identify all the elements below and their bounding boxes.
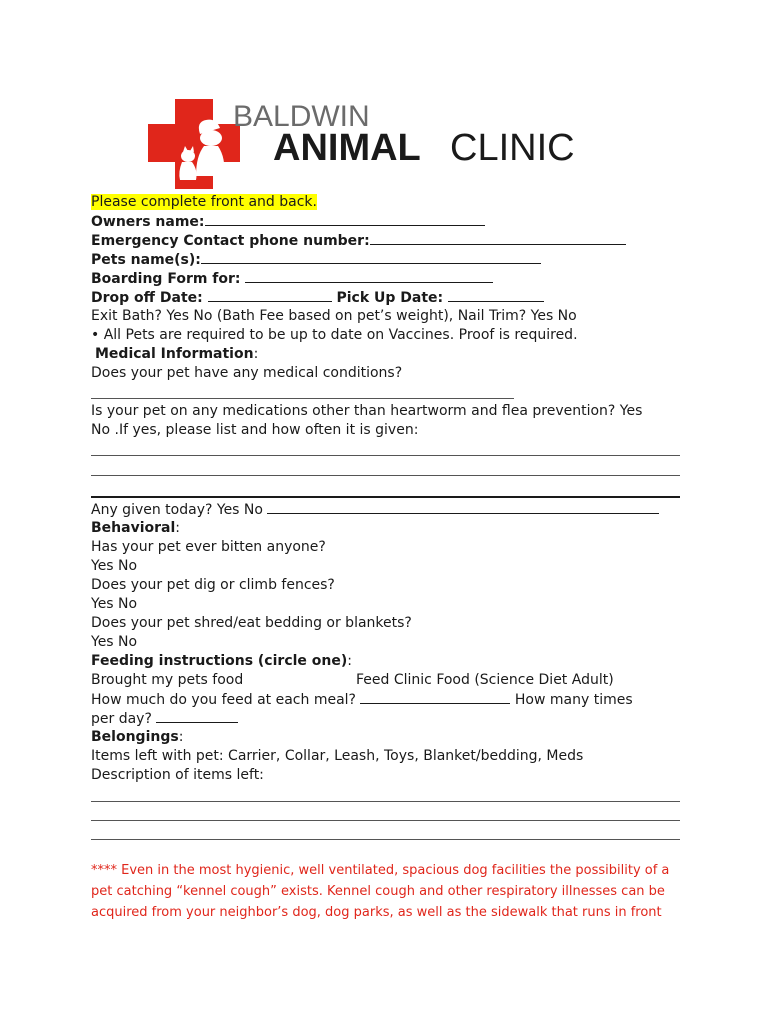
drop-off-date-field[interactable] (208, 288, 332, 302)
per-day-field[interactable] (156, 709, 238, 723)
belongings-heading (91, 728, 183, 747)
emergency-contact-field[interactable] (370, 231, 626, 245)
given-today-label: Any given today? Yes No (91, 502, 263, 518)
medications-answer-line-1[interactable] (91, 455, 680, 456)
belongings-heading-colon: : (178, 729, 184, 745)
pick-up-date-field[interactable] (448, 288, 544, 302)
vaccines-line: • All Pets are required to be up to date on Vaccines. Proof is required. (91, 327, 578, 343)
boarding-form-label: Boarding Form for: (91, 271, 241, 287)
owners-name-field[interactable] (205, 212, 485, 226)
owners-name-label: Owners name: (91, 214, 205, 230)
description-line-1[interactable] (91, 801, 680, 802)
pets-names-row (91, 250, 541, 270)
medical-heading (95, 345, 258, 364)
drop-off-date-label: Drop off Date: (91, 290, 203, 306)
behavioral-heading (91, 519, 180, 538)
per-day-label: per day? (91, 711, 152, 727)
medical-conditions-question: Does your pet have any medical conditions? (91, 365, 403, 381)
feeding-heading-text: Feeding instructions (circle one) (91, 653, 348, 669)
dates-row (91, 288, 544, 308)
clinic-logo (140, 94, 630, 194)
behavioral-heading-text: Behavioral (91, 520, 176, 536)
dig-yes-no[interactable]: Yes No (91, 596, 138, 612)
belongings-heading-text: Belongings (91, 729, 179, 745)
pets-names-label: Pets name(s): (91, 252, 201, 268)
feeding-heading (91, 652, 352, 671)
owners-name-row (91, 212, 485, 232)
description-label: Description of items left: (91, 767, 264, 783)
emergency-contact-label: Emergency Contact phone number: (91, 233, 370, 249)
given-today-row (91, 500, 659, 520)
medications-answer-line-3[interactable] (91, 496, 680, 498)
exit-bath-line: Exit Bath? Yes No (Bath Fee based on pet’s weight), Nail Trim? Yes No (91, 308, 577, 324)
kennel-cough-warning (91, 860, 691, 923)
bitten-yes-no[interactable]: Yes No (91, 558, 138, 574)
warning-line-2: pet catching “kennel cough” exists. Kennel cough and other respiratory illnesses can be (91, 884, 665, 899)
how-much-label: How much do you feed at each meal? (91, 692, 356, 708)
warning-line-1: **** Even in the most hygienic, well ventilated, spacious dog facilities the possibility of a (91, 863, 670, 878)
logo-clinic: CLINIC (450, 127, 575, 169)
behavioral-heading-colon: : (175, 520, 180, 536)
warning-line-3: acquired from your neighbor’s dog, dog parks, as well as the sidewalk that runs in front (91, 905, 662, 920)
description-line-3[interactable] (91, 839, 680, 840)
how-much-row (91, 690, 633, 710)
medical-heading-text: Medical Information (95, 346, 254, 362)
feeding-heading-colon: : (347, 653, 352, 669)
notice-line (91, 193, 317, 212)
medications-question-1: Is your pet on any medications other than heartworm and flea prevention? Yes (91, 403, 643, 419)
brought-food-option[interactable]: Brought my pets food (91, 672, 244, 688)
shred-yes-no[interactable]: Yes No (91, 634, 138, 650)
pick-up-date-label: Pick Up Date: (336, 290, 444, 306)
description-line-2[interactable] (91, 820, 680, 821)
how-many-label: How many times (514, 692, 633, 708)
clinic-food-option[interactable]: Feed Clinic Food (Science Diet Adult) (356, 672, 614, 688)
front-back-notice: Please complete front and back. (91, 194, 317, 210)
dig-question: Does your pet dig or climb fences? (91, 577, 335, 593)
medications-answer-line-2[interactable] (91, 475, 680, 476)
logo-baldwin: BALDWIN (233, 100, 370, 133)
medications-question-2: No .If yes, please list and how often it is given: (91, 422, 419, 438)
medical-conditions-answer-line[interactable] (91, 398, 514, 399)
boarding-form-row (91, 269, 493, 289)
medical-heading-colon: : (253, 346, 259, 362)
emergency-contact-row (91, 231, 626, 251)
how-much-field[interactable] (360, 690, 510, 704)
shred-question: Does your pet shred/eat bedding or blankets? (91, 615, 412, 631)
logo-animal: ANIMAL (273, 127, 421, 169)
per-day-row (91, 709, 238, 729)
given-today-field[interactable] (267, 500, 659, 514)
items-left-line: Items left with pet: Carrier, Collar, Leash, Toys, Blanket/bedding, Meds (91, 748, 584, 764)
boarding-form-field[interactable] (245, 269, 493, 283)
bitten-question: Has your pet ever bitten anyone? (91, 539, 326, 555)
pets-names-field[interactable] (201, 250, 541, 264)
